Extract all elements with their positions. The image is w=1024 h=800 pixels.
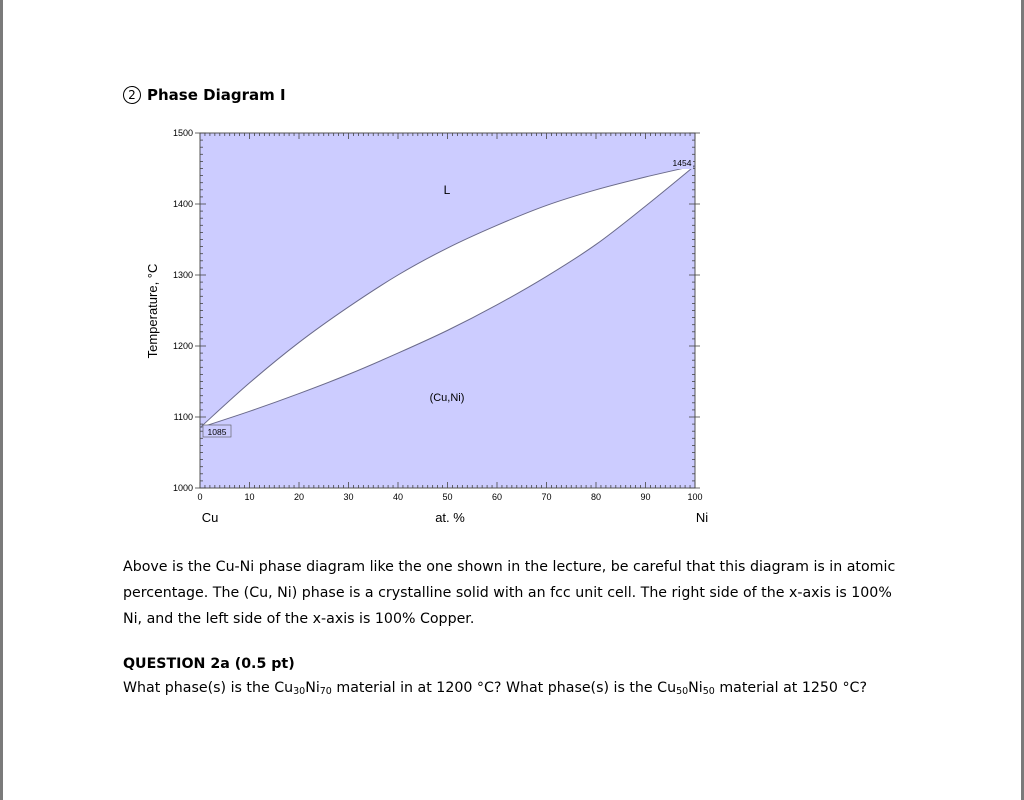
cu-melting-point-label: 1085 (207, 427, 227, 437)
solid-region-label: (Cu,Ni) (429, 392, 465, 404)
x-tick-label: 50 (442, 492, 453, 502)
right-element-label: Ni (695, 510, 709, 525)
y-tick-label: 1000 (172, 483, 193, 493)
x-tick-label: 60 (491, 492, 503, 502)
section-title: Phase Diagram I (147, 86, 286, 104)
q2-text-ni: Ni (688, 680, 703, 696)
liquid-region-label: L (443, 183, 451, 197)
q1-sub-ni: 70 (319, 686, 332, 697)
x-axis-ticks (197, 492, 702, 502)
ni-melting-point-label: 1454 (672, 158, 692, 168)
q1-text-pre: What phase(s) is the Cu (123, 680, 294, 696)
circled-number: 2 (123, 86, 141, 104)
cu-melting-point-callout (203, 425, 231, 437)
ni-melting-point-callout (669, 157, 693, 169)
y-tick-label: 1300 (172, 270, 193, 280)
x-tick-label: 30 (343, 492, 354, 502)
x-tick-label: 100 (687, 492, 703, 502)
x-tick-label: 40 (392, 492, 404, 502)
q1-text-ni: Ni (305, 680, 320, 696)
q2-sub-ni: 50 (702, 686, 715, 697)
q1-text-post: material in at 1200 °C? What phase(s) is the Cu (331, 680, 677, 696)
x-tick-label: 0 (197, 492, 203, 502)
x-axis-label: at. % (435, 510, 465, 525)
y-tick-label: 1200 (172, 341, 193, 351)
question-body (123, 680, 923, 696)
y-tick-label: 1500 (172, 128, 193, 138)
y-tick-label: 1100 (173, 412, 193, 422)
x-tick-label: 80 (590, 492, 602, 502)
y-axis-label: Temperature, °C (145, 263, 160, 359)
x-tick-label: 20 (293, 492, 305, 502)
q2-text-post: material at 1250 °C? (714, 680, 867, 696)
x-tick-label: 70 (541, 492, 552, 502)
y-tick-label: 1400 (172, 199, 193, 209)
description-paragraph: Above is the Cu-Ni phase diagram like the one shown in the lecture, be careful that this diagram is in atomic percentage. The (Cu, Ni) phase is a crystalline solid with an fcc unit cell. The right side of the x-axis is 100% Ni, and the left side of the x-axis is 100% Copper. (123, 559, 896, 627)
x-tick-label: 90 (640, 492, 651, 502)
question-title: QUESTION 2a (0.5 pt) (123, 656, 295, 672)
q2-sub-cu: 50 (676, 686, 689, 697)
x-tick-label: 10 (244, 492, 255, 502)
left-element-label: Cu (201, 510, 219, 525)
q1-sub-cu: 30 (293, 686, 306, 697)
